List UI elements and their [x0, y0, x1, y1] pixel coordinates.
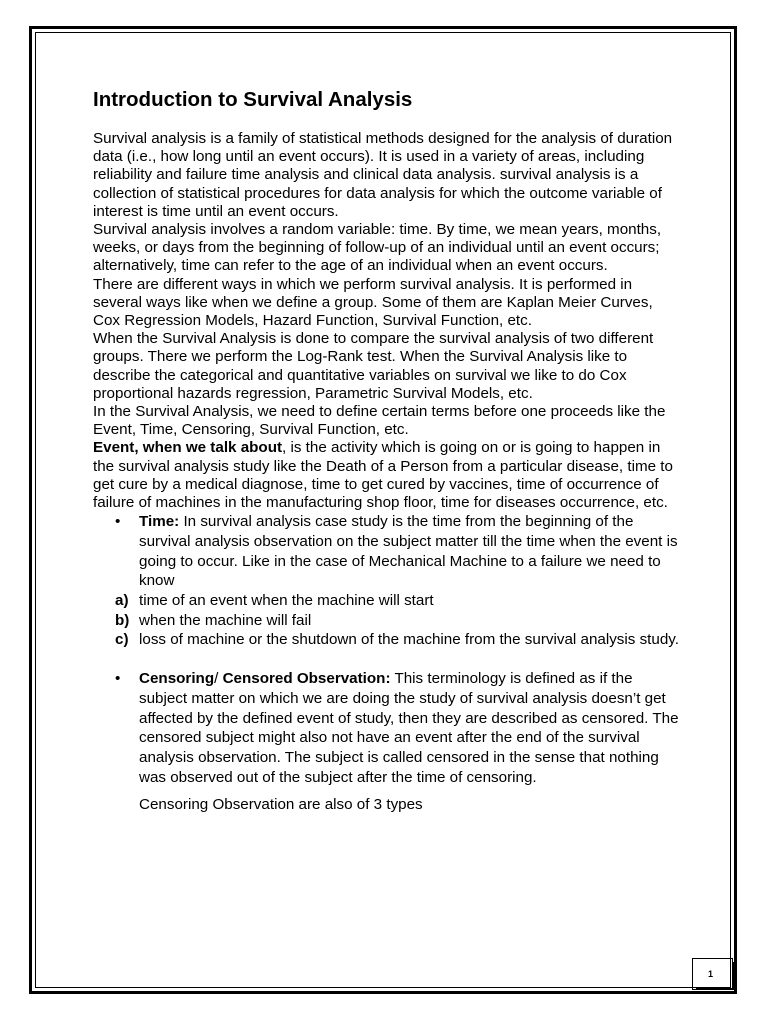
sub-item-c: [93, 630, 683, 650]
event-term: Event, when we talk about: [93, 439, 283, 457]
list-item-censoring: [93, 669, 683, 787]
sub-item-text: time of an event when the machine will start: [139, 592, 434, 610]
paragraph-methods: There are different ways in which we perform survival analysis. It is performed in several ways like when we define a group. Some of them are Kaplan Meier Curves, Cox Regression Models, Hazard Function, Survival Function, etc.: [93, 275, 653, 330]
page-number: 1: [708, 969, 714, 979]
list-item-time: [93, 512, 683, 591]
bullet-icon: •: [115, 513, 121, 531]
paragraph-event: [93, 439, 683, 512]
sub-item-text: loss of machine or the shutdown of the machine from the survival analysis study.: [139, 631, 679, 649]
bullet-icon: •: [115, 670, 121, 688]
censoring-types-line: Censoring Observation are also of 3 types: [139, 796, 423, 814]
paragraph-random-variable: Survival analysis involves a random variable: time. By time, we mean years, months, weeks, or days from the beginning of follow-up of an individual until an event occurs; alternatively, time can refer to the age of an individual when an event occurs.: [93, 221, 662, 275]
document-body: [93, 86, 683, 815]
time-definition: In survival analysis case study is the time from the beginning of the survival analysis observation on the subject matter till the time when the event is going to occur. Like in the case of Mechanical Machine to a failure we need to know: [139, 513, 678, 590]
sub-item-b: [93, 611, 683, 631]
list-spacer: [93, 650, 683, 669]
sub-item-a: [93, 591, 683, 611]
sub-marker-c: c): [115, 631, 129, 649]
terms-list-2: [93, 669, 683, 787]
page-title: Introduction to Survival Analysis: [93, 88, 413, 111]
paragraph-definition: Survival analysis is a family of statistical methods designed for the analysis of duration data (i.e., how long until an event occurs). It is used in a variety of areas, including reliability and failure time analysis and clinical data analysis. survival analysis is a collection of statistical procedures for data analysis for which the outcome variable of interest is time until an event occurs.: [93, 130, 673, 220]
sub-marker-a: a): [115, 592, 129, 610]
terms-list: [93, 512, 683, 591]
event-definition: , is the activity which is going on or is going to happen in the survival analysis study like the Death of a Person from a particular disease, time to get cure by a medical diagnose, time to get cured by vaccines, time of occurrence of failure of machines in the manufacturing shop floor, time for diseases occurrence, etc.: [93, 439, 673, 512]
censoring-slash: /: [214, 670, 223, 688]
censoring-term: Censoring: [139, 670, 215, 688]
paragraph-terms: In the Survival Analysis, we need to define certain terms before one proceeds like the Event, Time, Censoring, Survival Function, etc.: [93, 403, 666, 439]
censored-observation-term: Censored Observation:: [222, 670, 391, 688]
sub-item-text: when the machine will fail: [139, 611, 312, 629]
sub-marker-b: b): [115, 611, 130, 629]
censoring-definition: This terminology is defined as if the subject matter on which we are doing the study of survival analysis doesn’t get affected by the defined event of study, then they are described as censored. The censored subject might also not have an event after the end of the survival analysis observation. The subject is called censored in the sense that nothing was observed out of the subject after the time of censoring.: [139, 670, 679, 786]
paragraph-comparison: When the Survival Analysis is done to compare the survival analysis of two different groups. There we perform the Log-Rank test. When the Survival Analysis like to describe the categorical and quantitative variables on survival we like to do Cox proportional hazards regression, Parametric Survival Models, etc.: [93, 330, 654, 402]
time-term: Time:: [139, 513, 180, 531]
machine-sub-list: [93, 591, 683, 650]
